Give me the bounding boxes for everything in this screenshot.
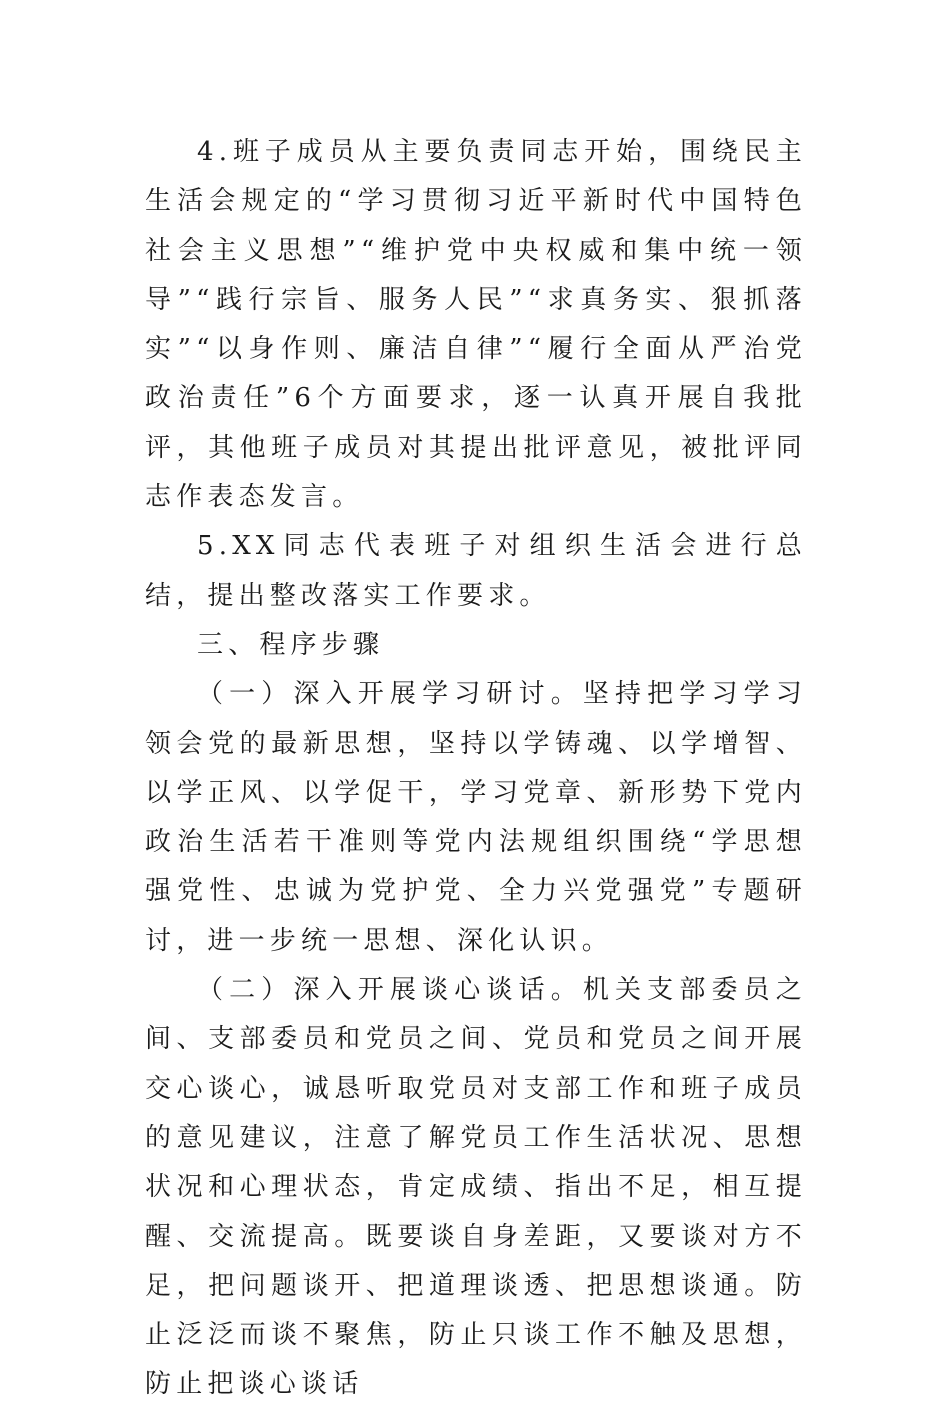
paragraph-study-discussion: （一）深入开展学习研讨。坚持把学习学习领会党的最新思想，坚持以学铸魂、以学增智、以学正风、以学促干，学习党章、新形势下党内政治生活若干准则等党内法规组织围绕“学思想强党性、忠诚为党护党、全力兴党强党”专题研讨，进一步统一思想、深化认识。 [145,679,807,956]
document-body [145,128,807,1410]
section-heading-procedure: 三、程序步骤 [197,629,385,660]
paragraph-item-5: 5.XX同志代表班子对组织生活会进行总结，提出整改落实工作要求。 [145,531,807,611]
paragraph-heart-to-heart-talks: （二）深入开展谈心谈话。机关支部委员之间、支部委员和党员之间、党员和党员之间开展交心谈心，诚恳听取党员对支部工作和班子成员的意见建议，注意了解党员工作生活状况、思想状况和心理状态，肯定成绩、指出不足，相互提醒、交流提高。既要谈自身差距，又要谈对方不足，把问题谈开、把道理谈透、把思想谈通。防止泛泛而谈不聚焦，防止只谈工作不触及思想，防止把谈心谈话 [145,975,807,1400]
paragraph-item-4: 4.班子成员从主要负责同志开始，围绕民主生活会规定的“学习贯彻习近平新时代中国特色社会主义思想”“维护党中央权威和集中统一领导”“践行宗旨、服务人民”“求真务实、狠抓落实”“以身作则、廉洁自律”“履行全面从严治党政治责任”6个方面要求，逐一认真开展自我批评，其他班子成员对其提出批评意见，被批评同志作表态发言。 [145,137,807,513]
